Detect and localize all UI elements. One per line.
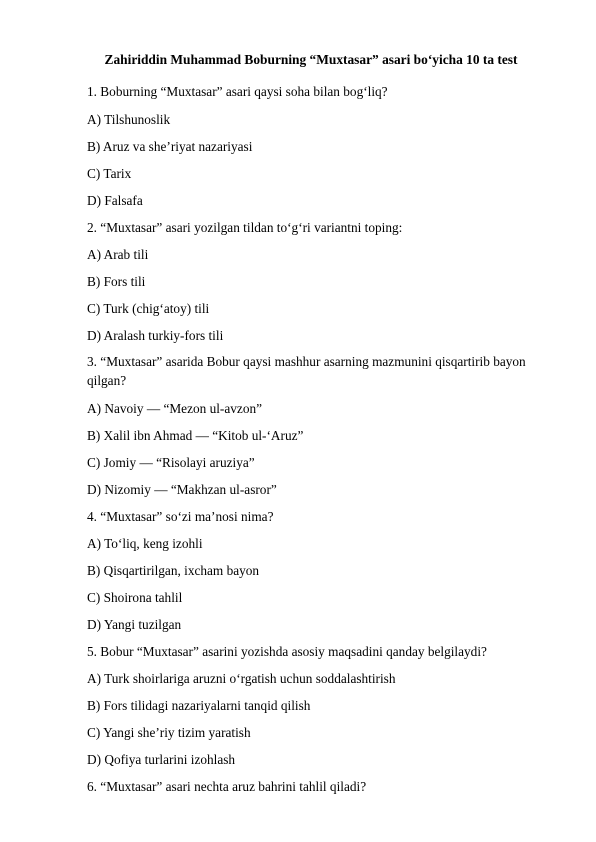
q1-option-a: A) Tilshunoslik: [87, 112, 171, 127]
question-6: 6. “Muxtasar” asari nechta aruz bahrini tahlil qiladi?: [87, 779, 367, 794]
q4-option-d: D) Yangi tuzilgan: [87, 617, 182, 632]
q4-option-c: C) Shoirona tahlil: [87, 590, 183, 605]
question-2: 2. “Muxtasar” asari yozilgan tildan to‘g‘ri variantni toping:: [87, 220, 403, 235]
q5-option-b: B) Fors tilidagi nazariyalarni tanqid qilish: [87, 698, 311, 713]
q2-option-c: C) Turk (chig‘atoy) tili: [87, 301, 210, 316]
question-1: 1. Boburning “Muxtasar” asari qaysi soha bilan bog‘liq?: [87, 84, 388, 99]
q3-option-c: C) Jomiy — “Risolayi aruziya”: [87, 455, 255, 470]
q5-option-d: D) Qofiya turlarini izohlash: [87, 752, 236, 767]
question-3: 3. “Muxtasar” asarida Bobur qaysi mashhur asarning mazmunini qisqartirib bayon qilgan?: [87, 354, 526, 388]
q3-option-b: B) Xalil ibn Ahmad — “Kitob ul-‘Aruz”: [87, 428, 304, 443]
question-4: 4. “Muxtasar” so‘zi ma’nosi nima?: [87, 509, 274, 524]
q2-option-d: D) Aralash turkiy-fors tili: [87, 328, 224, 343]
q1-option-c: C) Tarix: [87, 166, 132, 181]
question-5: 5. Bobur “Muxtasar” asarini yozishda asosiy maqsadini qanday belgilaydi?: [87, 644, 487, 659]
q2-option-a: A) Arab tili: [87, 247, 149, 262]
q1-option-b: B) Aruz va she’riyat nazariyasi: [87, 139, 253, 154]
q4-option-a: A) To‘liq, keng izohli: [87, 536, 203, 551]
q5-option-a: A) Turk shoirlariga aruzni o‘rgatish uchun soddalashtirish: [87, 671, 396, 686]
q3-option-a: A) Navoiy — “Mezon ul-avzon”: [87, 401, 263, 416]
document-title: Zahiriddin Muhammad Boburning “Muxtasar” asari bo‘yicha 10 ta test: [104, 52, 518, 67]
q4-option-b: B) Qisqartirilgan, ixcham bayon: [87, 563, 260, 578]
q5-option-c: C) Yangi she’riy tizim yaratish: [87, 725, 251, 740]
q3-option-d: D) Nizomiy — “Makhzan ul-asror”: [87, 482, 277, 497]
q2-option-b: B) Fors tili: [87, 274, 146, 289]
q1-option-d: D) Falsafa: [87, 193, 143, 208]
